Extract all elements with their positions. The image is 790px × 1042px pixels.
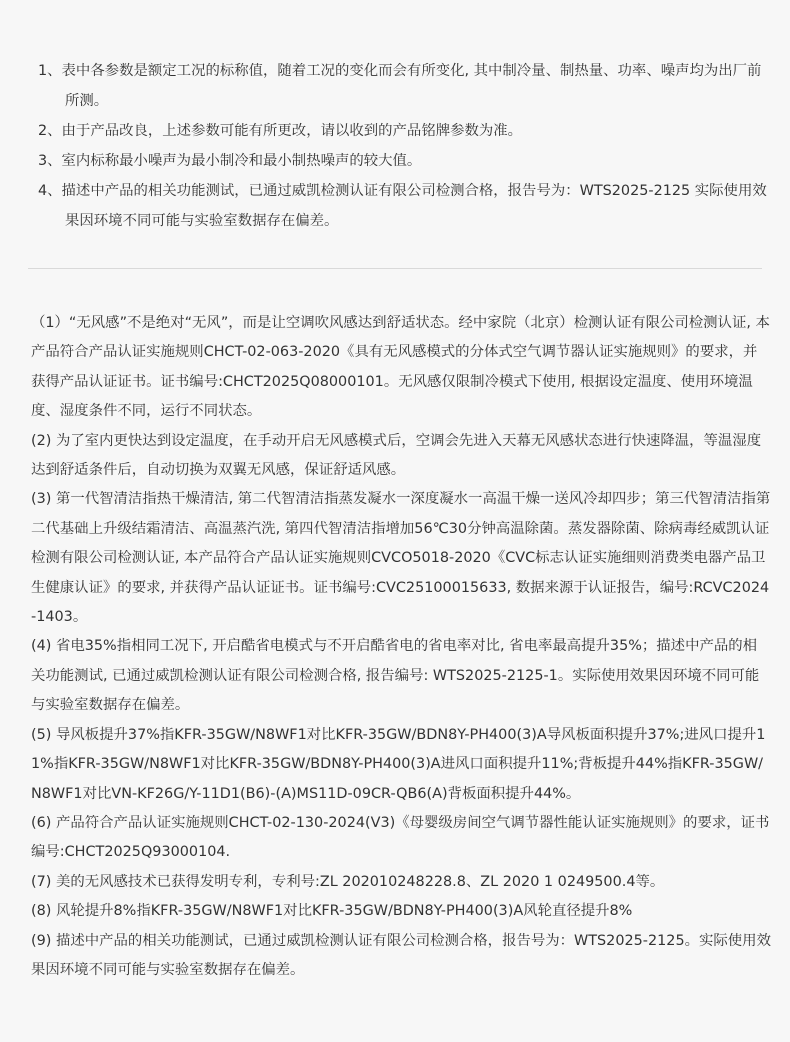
- parameter-notes-list: [38, 56, 768, 236]
- footnote-7: (7) 美的无风感技术已获得发明专利，专利号:ZL 202010248228.8、ZL 2020 1 0249500.4等。: [31, 873, 665, 890]
- footnote-1: （1）“无风感”不是绝对“无风”，而是让空调吹风感达到舒适状态。经中家院（北京）检测认证有限公司检测认证, 本产品符合产品认证实施规则CHCT-02-063-2020《具有无风感模式的分体式空气调节器认证实施规则》的要求，并获得产品认证证书。证书编号:CHCT2025Q08000101。无风感仅限制冷模式下使用, 根据设定温度、使用环境温度、湿度条件不同，运行不同状态。: [31, 315, 770, 420]
- footnote-8: (8) 风轮提升8%指KFR-35GW/N8WF1对比KFR-35GW/BDN8Y-PH400(3)A风轮直径提升8%: [31, 903, 633, 920]
- footnote-2: (2) 为了室内更快达到设定温度，在手动开启无风感模式后，空调会先进入天幕无风感状态进行快速降温，等温湿度达到舒适条件后，自动切换为双翼无风感，保证舒适风感。: [31, 432, 762, 479]
- footnote-6: (6) 产品符合产品认证实施规则CHCT-02-130-2024(V3)《母婴级房间空气调节器性能认证实施规则》的要求，证书编号:CHCT2025Q93000104.: [31, 814, 770, 861]
- footnotes-list: [31, 309, 771, 985]
- footnote-4: (4) 省电35%指相同工况下, 开启酷省电模式与不开启酷省电的省电率对比, 省电率最高提升35%；描述中产品的相关功能测试, 已通过威凯检测认证有限公司检测合格, 报告编号: WTS2025-2125-1。实际使用效果因环境不同可能与实验室数据存在偏差。: [31, 638, 760, 714]
- footnote-5: (5) 导风板提升37%指KFR-35GW/N8WF1对比KFR-35GW/BDN8Y-PH400(3)A导风板面积提升37%;进风口提升11%指KFR-35GW/N8WF1对比KFR-35GW/BDN8Y-PH400(3)A进风口面积提升11%;背板提升44%指KFR-35GW/N8WF1对比VN-KF26G/Y-11D1(B6)-(A)MS11D-09CR-QB6(A)背板面积提升44%。: [31, 726, 766, 802]
- note-2: 2、由于产品改良，上述参数可能有所更改，请以收到的产品铭牌参数为准。: [38, 123, 523, 139]
- section-divider: [28, 268, 762, 269]
- note-1: 1、表中各参数是额定工况的标称值，随着工况的变化而会有所变化, 其中制冷量、制热量、功率、噪声均为出厂前所测。: [38, 63, 762, 109]
- footnote-9: (9) 描述中产品的相关功能测试，已通过威凯检测认证有限公司检测合格，报告号为：WTS2025-2125。实际使用效果因环境不同可能与实验室数据存在偏差。: [31, 932, 771, 978]
- note-3: 3、室内标称最小噪声为最小制冷和最小制热噪声的较大值。: [38, 153, 422, 169]
- footnote-3: (3) 第一代智清洁指热干燥清洁, 第二代智清洁指蒸发凝水一深度凝水一高温干燥一送风冷却四步；第三代智清洁指第二代基础上升级结霜清洁、高温蒸汽洗, 第四代智清洁指增加56℃30分钟高温除菌。蒸发器除菌、除病毒经威凯认证检测有限公司检测认证, 本产品符合产品认证实施规则CVCO5018-2020《CVC标志认证实施细则消费类电器产品卫生健康认证》的要求, 并获得产品认证证书。证书编号:CVC25100015633, 数据来源于认证报告，编号:RCVC2024-1403。: [31, 491, 771, 626]
- note-4: 4、描述中产品的相关功能测试，已通过威凯检测认证有限公司检测合格，报告号为：WTS2025-2125 实际使用效果因环境不同可能与实验室数据存在偏差。: [38, 183, 767, 229]
